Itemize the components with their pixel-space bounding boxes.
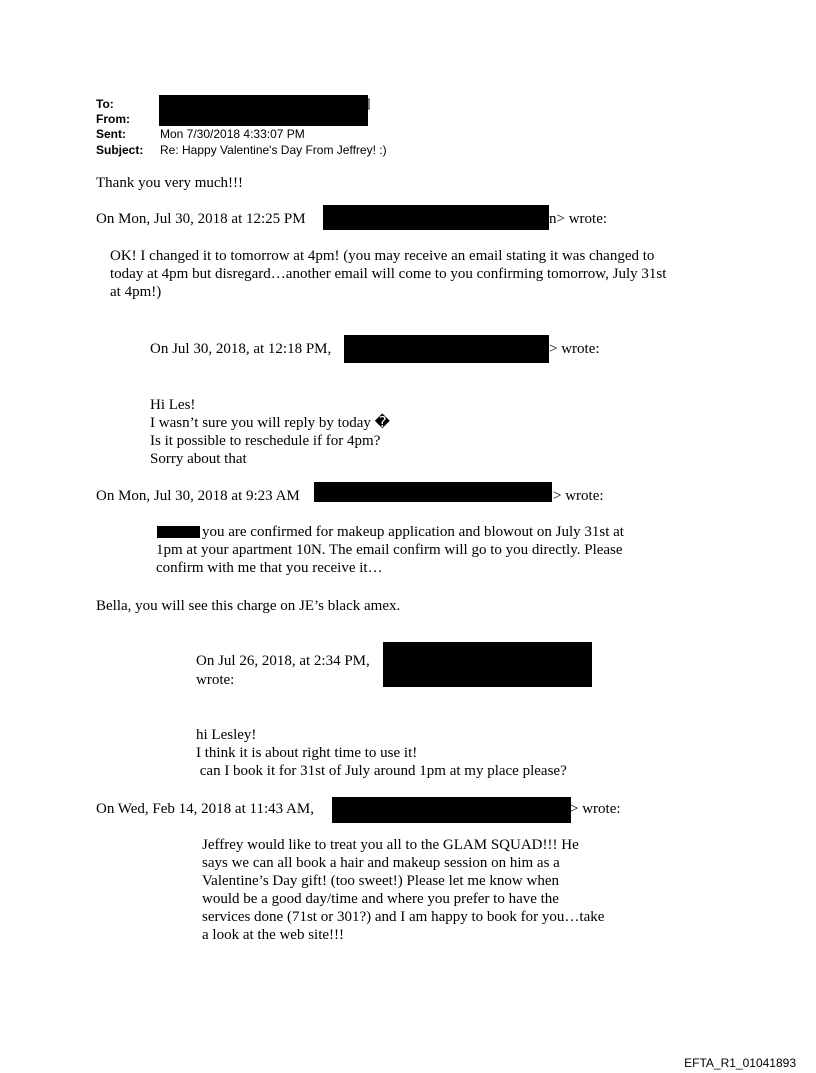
quote5-line: services done (71st or 301?) and I am happy to book for you…take [202,909,605,925]
quote5-line: says we can all book a hair and makeup session on him as a [202,855,560,871]
quote2-body [150,396,390,468]
reply-text: Thank you very much!!! [96,175,244,191]
quote3-line: you are confirmed for makeup application and blowout on July 31st at [202,524,624,540]
quote3-intro: On Mon, Jul 30, 2018 at 9:23 AM [96,488,300,504]
quote2-line: Hi Les! [150,397,196,413]
quote1-line: OK! I changed it to tomorrow at 4pm! (you may receive an email stating it was changed to [110,248,655,264]
quote4-wrote: wrote: [196,672,235,688]
quote1-line: at 4pm!) [110,284,162,300]
redaction-to-from [159,95,371,126]
quote5-intro: On Wed, Feb 14, 2018 at 11:43 AM, [96,801,314,817]
subject-value: Re: Happy Valentine's Day From Jeffrey! :) [160,143,387,157]
quote4-line: I think it is about right time to use it! [196,745,418,761]
quote5-line: Jeffrey would like to treat you all to the GLAM SQUAD!!! He [202,837,579,853]
subject-label: Subject: [96,143,144,157]
quote1-intro: On Mon, Jul 30, 2018 at 12:25 PM [96,211,306,227]
quote2-intro: On Jul 30, 2018, at 12:18 PM, [150,341,332,357]
document-id: EFTA_R1_01041893 [684,1056,796,1070]
quote3-wrote: > wrote: [553,488,604,504]
quote2-line: Sorry about that [150,451,247,467]
redaction-q3 [314,482,552,502]
redaction-q2 [344,335,549,363]
quote1-line: today at 4pm but disregard…another email will come to you confirming tomorrow, July 31st [110,266,667,282]
to-trailing-bracket: ] [367,96,371,110]
quote5-line: Valentine’s Day gift! (too sweet!) Please let me know when [202,873,559,889]
bella-note: Bella, you will see this charge on JE’s black amex. [96,598,401,614]
quote1-body [110,247,666,301]
from-label: From: [96,112,130,126]
quote4-intro: On Jul 26, 2018, at 2:34 PM, [196,653,370,669]
quote5-line: would be a good day/time and where you prefer to have the [202,891,559,907]
quote5-wrote: > wrote: [570,801,621,817]
redaction-q4 [383,642,592,687]
sent-value: Mon 7/30/2018 4:33:07 PM [160,127,305,141]
quote3-line: confirm with me that you receive it… [156,560,383,576]
quote4-line: can I book it for 31st of July around 1pm at my place please? [196,763,567,779]
sent-label: Sent: [96,127,126,141]
redaction-q1 [323,205,549,230]
quote1-wrote: n> wrote: [549,211,608,227]
quote4-line: hi Lesley! [196,727,257,743]
quote5-body [202,836,604,944]
quote2-line: I wasn’t sure you will reply by today � [150,415,391,431]
quote3-body [156,523,624,577]
quote5-line: a look at the web site!!! [202,927,345,943]
to-label: To: [96,97,114,111]
quote4-body [196,726,567,780]
quote2-line: Is it possible to reschedule if for 4pm? [150,433,381,449]
quote3-line: 1pm at your apartment 10N. The email confirm will go to you directly. Please [156,542,623,558]
quote2-wrote: > wrote: [549,341,600,357]
redaction-q5 [332,797,571,823]
